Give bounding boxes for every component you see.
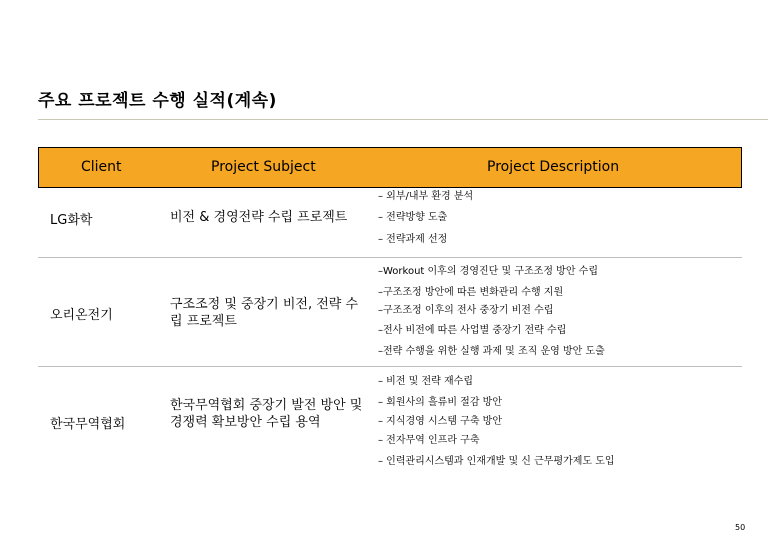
row-desc-item: – 전자무역 인프라 구축 — [378, 435, 480, 446]
row-desc-item: – 지식경영 시스템 구축 방안 — [378, 416, 502, 427]
row-desc-item: –Workout 이후의 경영진단 및 구조조정 방안 수립 — [378, 266, 598, 277]
row-desc-item: – 외부/내부 환경 분석 — [378, 191, 474, 202]
header-client: Client — [81, 159, 122, 175]
row-separator — [38, 257, 742, 258]
row-client-orion: 오리온전기 — [50, 308, 113, 323]
header-project-description: Project Description — [487, 159, 620, 175]
row-client-lg-chem: LG화학 — [50, 213, 93, 228]
row-subject-orion: 구조조정 및 중장기 비전, 전략 수립 프로젝트 — [170, 297, 359, 329]
row-desc-item: – 전략방향 도출 — [378, 212, 448, 223]
row-subject-lg-chem: 비전 & 경영전략 수립 프로젝트 — [170, 210, 348, 225]
row-client-kita: 한국무역협회 — [50, 417, 126, 432]
row-desc-item: – 비전 및 전략 재수립 — [378, 376, 473, 387]
page-number: 50 — [735, 523, 746, 532]
row-desc-item: –구조조정 이후의 전사 중장기 비전 수립 — [378, 305, 554, 316]
page-title: 주요 프로젝트 수행 실적(계속) — [38, 91, 277, 111]
title-divider — [38, 119, 768, 120]
row-desc-item: –구조조정 방안에 따른 변화관리 수행 지원 — [378, 287, 564, 298]
table-header — [38, 147, 742, 188]
row-desc-item: – 회원사의 흘류비 절감 방안 — [378, 397, 502, 408]
row-separator — [38, 366, 742, 367]
header-project-subject: Project Subject — [211, 159, 316, 175]
row-desc-item: – 전략과제 선정 — [378, 234, 448, 245]
row-subject-kita: 한국무역협회 중장기 발전 방안 및 경쟁력 확보방안 수립 용역 — [170, 398, 363, 430]
row-desc-item: –전사 비전에 따른 사업별 중장기 전략 수립 — [378, 325, 567, 336]
row-desc-item: –전략 수행을 위한 실행 과제 및 조직 운영 방안 도출 — [378, 346, 605, 357]
row-desc-item: – 인력관리시스템과 인재개발 및 신 근무평가제도 도입 — [378, 456, 615, 467]
